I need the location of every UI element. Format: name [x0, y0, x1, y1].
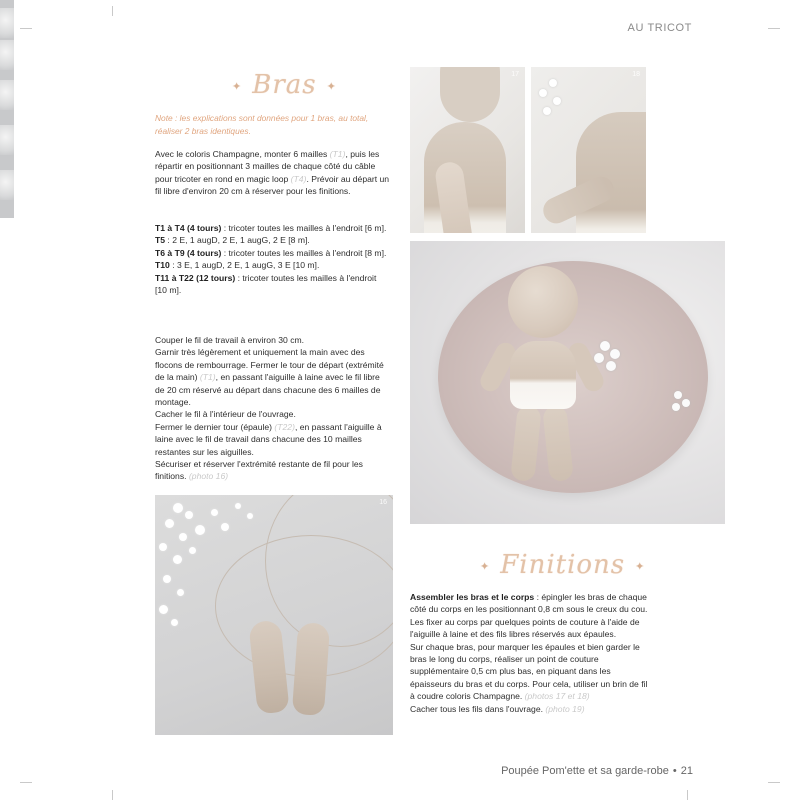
- star-ornament-icon: ✦: [232, 79, 243, 93]
- photo-reference: (photos 17 et 18): [524, 691, 590, 702]
- crop-mark: [112, 790, 113, 800]
- row-text: : 3 E, 1 augD, 2 E, 1 augG, 3 E [10 m].: [169, 260, 320, 271]
- finitions-paragraph: [410, 703, 650, 715]
- photo-17: [410, 67, 525, 233]
- photo-18: [531, 67, 646, 233]
- closing-text: , en passant l'aiguille à laine avec le fil de travail dans chacune des 10 mailles restantes sur les aiguilles.: [155, 421, 382, 457]
- closing-text: , en passant l'aiguille à laine avec le fil libre de 20 cm réservé au départ dans chacune des 6 mailles de montage.: [155, 372, 381, 408]
- section-header: AU TRICOT: [627, 22, 692, 34]
- closing-paragraph: Cacher le fil à l'intérieur de l'ouvrage.: [155, 409, 296, 420]
- closing-paragraph: [155, 421, 390, 458]
- closing-paragraph: [155, 346, 390, 408]
- photo-number: 18: [632, 71, 640, 78]
- row-instruction: [155, 259, 390, 271]
- star-ornament-icon: ✦: [635, 559, 646, 573]
- row-instruction: [155, 247, 390, 259]
- star-ornament-icon: ✦: [326, 79, 337, 93]
- finitions-title-text: Finitions: [500, 550, 626, 580]
- photo-reference: (photo 16): [188, 471, 229, 482]
- photo-doll-main: [410, 241, 725, 524]
- row-text: : tricoter toutes les mailles à l'endroit [10 m].: [155, 272, 377, 296]
- closing-text: Garnir très légèrement et uniquement la main avec des flocons de rembourrage. Fermer le tour de départ (extrémité de la main): [155, 347, 384, 383]
- finitions-lead-label: Assembler les bras et le corps: [410, 592, 535, 602]
- bras-intro-text: . Prévoir au départ un fil libre d'environ 20 cm à réserver pour les finitions.: [155, 173, 390, 197]
- finitions-text: Sur chaque bras, pour marquer les épaules et bien garder le bras le long du corps, réaliser un point de couture supplémentaire 0,5 cm plus bas, en piquant dans les épaisseurs du bras et du corps. Pour cela, utiliser un brin de fil à coudre coloris Champagne.: [410, 641, 648, 702]
- row-label: T10: [155, 260, 170, 271]
- crop-mark: [768, 782, 780, 783]
- bras-title: [222, 70, 347, 100]
- bras-intro: [155, 148, 390, 198]
- page-footer: [501, 765, 693, 777]
- photo-number: 17: [511, 71, 519, 78]
- crop-mark: [687, 790, 688, 800]
- bras-title-text: Bras: [252, 70, 317, 100]
- side-tab-decoration: [0, 0, 14, 218]
- star-ornament-icon: ✦: [480, 559, 491, 573]
- crop-mark: [768, 28, 780, 29]
- row-instruction: [155, 222, 390, 234]
- crop-mark: [20, 28, 32, 29]
- row-label: T1 à T4 (4 tours): [155, 223, 222, 233]
- bras-note: Note : les explications sont données pour 1 bras, au total, réaliser 2 bras identiques.: [155, 113, 369, 136]
- closing-paragraph: [155, 458, 390, 483]
- row-text: : tricoter toutes les mailles à l'endroit [8 m].: [221, 247, 387, 258]
- finitions-title: [470, 550, 655, 580]
- footer-separator: •: [672, 765, 677, 777]
- row-instruction: [155, 234, 390, 246]
- row-label: T11 à T22 (12 tours): [155, 272, 236, 283]
- book-title: Poupée Pom'ette et sa garde-robe: [501, 765, 669, 777]
- finitions-paragraph: [410, 641, 650, 703]
- step-reference: (T1): [199, 372, 216, 383]
- photo-reference: (photo 19): [545, 703, 585, 714]
- step-reference: (T1): [329, 149, 346, 159]
- finitions-body: [410, 591, 650, 715]
- row-label: T5: [155, 235, 166, 246]
- closing-paragraph: Couper le fil de travail à environ 30 cm.: [155, 335, 305, 345]
- bras-intro-text: Avec le coloris Champagne, monter 6 mailles: [155, 149, 330, 159]
- row-instruction: [155, 272, 390, 297]
- finitions-paragraph: [410, 591, 650, 641]
- row-text: : tricoter toutes les mailles à l'endroit [6 m].: [221, 223, 387, 233]
- finitions-text: : épingler les bras de chaque côté du corps en les positionnant 0,8 cm sous le creux du cou. Les fixer au corps par quelques points de couture à l'aide de l'aiguille à laine et des fils libres réservés aux épaules.: [410, 592, 648, 640]
- crop-mark: [112, 6, 113, 16]
- photo-16: [155, 495, 393, 735]
- crop-mark: [20, 782, 32, 783]
- finitions-text: Cacher tous les fils dans l'ouvrage.: [410, 703, 546, 714]
- row-text: : 2 E, 1 augD, 2 E, 1 augG, 2 E [8 m].: [165, 235, 310, 246]
- row-label: T6 à T9 (4 tours): [155, 247, 222, 258]
- closing-text: Sécuriser et réserver l'extrémité restante de fil pour les finitions.: [155, 459, 363, 482]
- bras-intro-text: , puis les répartir en positionnant 3 mailles de chaque côté du câble pour tricoter en rond en magic loop: [155, 149, 380, 184]
- step-reference: (T4): [290, 173, 307, 184]
- photo-number: 16: [379, 499, 387, 506]
- step-reference: (T22): [274, 421, 295, 432]
- bras-rows: [155, 222, 390, 296]
- bras-closing: [155, 334, 390, 483]
- closing-text: Fermer le dernier tour (épaule): [155, 421, 275, 432]
- page-number: 21: [680, 765, 693, 777]
